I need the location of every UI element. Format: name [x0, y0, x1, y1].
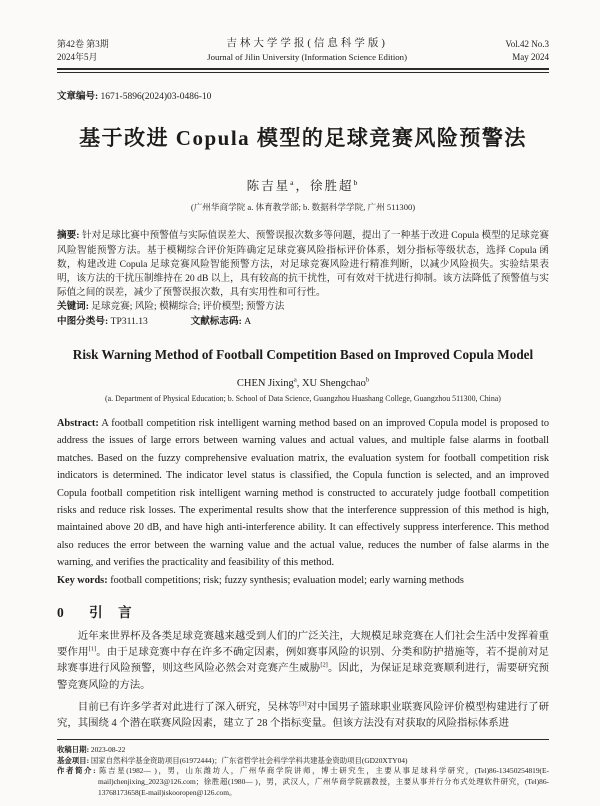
keywords-cn	[57, 300, 549, 314]
abstract-cn	[57, 229, 549, 300]
keywords-en-text: football competitions; risk; fuzzy synthesis; evaluation model; early warning methods	[110, 574, 464, 586]
affiliation-en: (a. Department of Physical Education; b. School of Data Science, Guangzhou Huashang College, Guangzhou 511300, China)	[105, 393, 501, 403]
journal-header	[57, 36, 549, 64]
journal-title-block	[109, 36, 506, 64]
clc-label: 中图分类号:	[57, 315, 109, 327]
volume-issue-cn: 第42卷 第3期	[57, 38, 109, 49]
clc-value: TP311.13	[110, 315, 148, 327]
received-date-value: 2023-08-22	[90, 745, 126, 755]
intro-paragraph-2: 目前已有许多学者对此进行了深入研究，吴林等[3]对中国男子篮球职业联赛风险评价模型构建进行了研究，其围绕 4 个潜在联赛风险因素，建立了 28 个指标变量。但该方法没有对获取的风险指标体系进	[57, 700, 550, 729]
abstract-cn-label: 摘要:	[57, 230, 80, 242]
footnote-author-bio	[57, 766, 549, 798]
header-volume-issue-cn	[57, 38, 109, 64]
header-divider	[57, 68, 549, 74]
volume-issue-en: Vol.42 No.3	[505, 38, 549, 49]
header-volume-issue-en	[505, 38, 549, 64]
abstract-en-label: Abstract:	[57, 417, 99, 429]
keywords-en-label: Key words:	[57, 574, 108, 586]
article-number-value: 1671-5896(2024)03-0486-10	[100, 92, 212, 103]
footnote-funding	[57, 756, 549, 767]
authors-cn: 陈吉星$^a$，徐胜超$^b$	[246, 178, 360, 194]
authors-en: CHEN Jixing$^a$, XU Shengchao$^b$	[236, 376, 370, 389]
journal-title-en: Journal of Jilin University (Information Science Edition)	[207, 52, 407, 63]
abstract-block-cn	[57, 229, 549, 328]
doc-code-label: 文献标志码:	[190, 315, 242, 327]
footnote-received-date	[57, 745, 549, 756]
abstract-en-text: A football competition risk intelligent warning method based on an improved Copula model is proposed to address the issues of large errors between warning values and actual values, and multiple false alarms in football matches. Based on the fuzzy comprehensive evaluation matrix, the evaluation system for football competition risk indicators is determined. The indicator level status is classified, the Copula function is selected, and an improved Copula football competition risk intelligent warning method is constructed to accurately judge football competition risks and reduce risk losses. The experimental results show that the interference suppression of this method is high, maintained above 20 dB, and have high anti-interference ability. It can effectively suppress interference. This method also reduces the error between the warning value and the actual value, reduces the number of false alarms in the warning, and verifies the practicality and feasibility of this method.	[57, 417, 549, 569]
date-cn: 2024年5月	[57, 51, 98, 62]
article-number	[57, 88, 549, 102]
intro-paragraph-1: 近年来世界杯及各类足球竞赛越来越受到人们的广泛关注，大规模足球竞赛在人们社会生活中发挥着重要作用[1]。由于足球竞赛中存在许多不确定因素，例如赛事风险的识别、分类和防护措施等，若不提前对足球赛事进行风险预警，则这些风险必然会对竞赛产生威胁[2]。因此，为保证足球竞赛顺利进行，需要研究预警竞赛风险的方法。	[57, 630, 550, 691]
keywords-cn-text: 足球竞赛; 风险; 模糊综合; 评价模型; 预警方法	[91, 301, 285, 313]
doc-code-value: A	[244, 315, 252, 327]
section-title: 引 言	[89, 604, 133, 620]
funding-label: 基金项目:	[57, 755, 90, 765]
section-heading-introduction	[57, 601, 549, 621]
date-en: May 2024	[512, 51, 549, 62]
keywords-cn-label: 关键词:	[57, 301, 89, 313]
author-bio-value: 陈吉星(1982— )，男，山东潍坊人，广州华商学院讲师，博士研究生，主要从事足球科学研究，(Tel)86-13450254819(E-mail)chenjixing_2023@126.com；徐胜超(1980— )，男，武汉人，广州华商学院副教授，主要从事并行分布式处理软件研究，(Tel)86-13768173658(E-mail)iskooropen@126.com。	[98, 766, 549, 797]
abstract-block-en	[57, 415, 549, 589]
abstract-en	[57, 415, 549, 572]
section-number: 0	[57, 604, 65, 620]
author-bio-label: 作者简介:	[57, 766, 96, 776]
clc-line	[57, 315, 549, 329]
affiliation-cn: (广州华商学院 a. 体育教学部; b. 数据科学学院, 广州 511300)	[190, 202, 416, 213]
journal-title-cn: 吉林大学学报(信息科学版)	[226, 38, 388, 49]
abstract-cn-text: 针对足球比赛中预警值与实际值误差大、预警误报次数多等问题，提出了一种基于改进 Copula 模型的足球竞赛风险智能预警方法。基于模糊综合评价矩阵确定足球竞赛风险指标评价体系，划分指标等级状态，选择 Copula 函数，构建改进 Copula 足球竞赛风险智能预警方法，对足球竞赛风险进行精准判断，以减少风险损失。实验结果表明，该方法的干扰压制维持在 20 dB 以上，具有较高的抗干扰性，可有效对干扰进行抑制。该方法降低了预警值与实际值之间的误差，减少了预警误报次数，具有实用性和可行性。	[57, 230, 549, 299]
article-number-label: 文章编号:	[57, 92, 99, 103]
footnote-divider	[57, 739, 549, 740]
received-date-label: 收稿日期:	[57, 745, 90, 755]
funding-value: 国家自然科学基金资助项目(61972444)；广东省哲学社会科学学科共建基金资助项目(GD20XTY04)	[90, 755, 408, 765]
paper-title-en: Risk Warning Method of Football Competition Based on Improved Copula Model	[72, 346, 534, 362]
footnote-block	[57, 745, 549, 798]
paper-title-cn: 基于改进 Copula 模型的足球竞赛风险预警法	[79, 126, 527, 151]
keywords-en	[57, 572, 549, 589]
